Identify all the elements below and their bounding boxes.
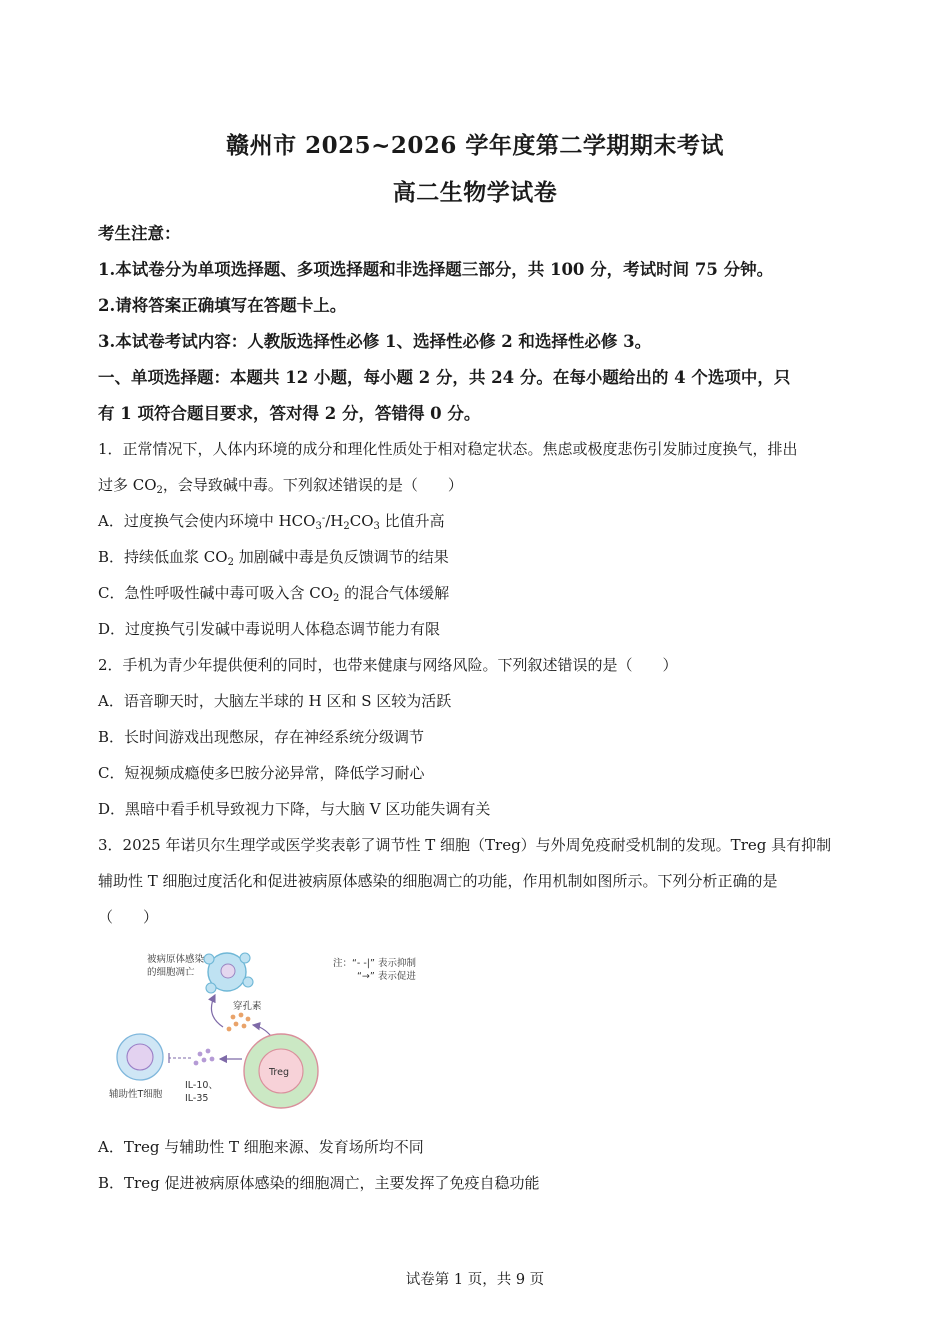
- notice-item-2: 2.请将答案正确填写在答题卡上。: [98, 296, 347, 315]
- treg-mechanism-figure: [105, 945, 465, 1115]
- q1-option-b: B．持续低血浆 $CO_2$ 加剧碱中毒是负反馈调节的结果: [98, 548, 449, 568]
- exam-title: 赣州市 2025~2026 学年度第二学期期末考试: [226, 132, 724, 159]
- perforin-dots-icon: [227, 1013, 251, 1032]
- q1-option-d: D．过度换气引发碱中毒说明人体稳态调节能力有限: [98, 620, 441, 638]
- infected-cell-label-1: 被病原体感染: [147, 954, 205, 965]
- section1-heading-line2: 有 1 项符合题目要求，答对得 2 分，答错得 0 分。: [98, 404, 481, 423]
- infected-cell-label-2: 的细胞凋亡: [147, 967, 195, 978]
- q3-stem-line1: 3．2025 年诺贝尔生理学或医学奖表彰了调节性 T 细胞（Treg）与外周免疫耐受机制的发现。Treg 具有抑制: [98, 836, 832, 854]
- q2-option-d: D．黑暗中看手机导致视力下降，与大脑 V 区功能失调有关: [98, 800, 491, 818]
- legend-note-inhibit: 注：“- -|” 表示抑制: [333, 958, 416, 969]
- q2-option-b: B．长时间游戏出现憋尿，存在神经系统分级调节: [98, 728, 425, 746]
- promote-arrow-icon: [211, 995, 223, 1027]
- q1-stem-line1: 1．正常情况下，人体内环境的成分和理化性质处于相对稳定状态。焦虑或极度悲伤引发肺过度换气，排出: [98, 440, 798, 458]
- perforin-label: 穿孔素: [233, 1001, 262, 1012]
- il-label-2: IL-35: [185, 1093, 209, 1104]
- q3-option-b: B．Treg 促进被病原体感染的细胞凋亡，主要发挥了免疫自稳功能: [98, 1174, 540, 1192]
- q1-option-a: A．过度换气会使内环境中 $HCO_3^-/H_2CO_3$ 比值升高: [98, 512, 445, 532]
- cytokine-dots-icon: [194, 1049, 215, 1066]
- infected-cell-icon: [204, 953, 253, 993]
- notice-item-3: 3.本试卷考试内容：人教版选择性必修 1、选择性必修 2 和选择性必修 3。: [98, 332, 652, 351]
- treg-label: Treg: [269, 1067, 289, 1078]
- q2-stem: 2．手机为青少年提供便利的同时，也带来健康与网络风险。下列叙述错误的是（ ）: [98, 656, 678, 674]
- helper-t-cell-icon: [117, 1034, 163, 1080]
- notice-heading: 考生注意：: [98, 224, 181, 243]
- page-footer: 试卷第 1 页，共 9 页: [405, 1272, 545, 1288]
- q1-option-c: C．急性呼吸性碱中毒可吸入含 $CO_2$ 的混合气体缓解: [98, 584, 450, 604]
- helper-t-cell-label: 辅助性T细胞: [109, 1089, 163, 1100]
- il-label-1: IL-10、: [185, 1080, 218, 1091]
- q3-stem-line2: 辅助性 T 细胞过度活化和促进被病原体感染的细胞凋亡的功能，作用机制如图所示。下列分析正确的是: [98, 872, 778, 890]
- q2-option-c: C．短视频成瘾使多巴胺分泌异常，降低学习耐心: [98, 764, 425, 782]
- exam-subtitle: 高二生物学试卷: [392, 179, 558, 206]
- q2-option-a: A．语音聊天时，大脑左半球的 H 区和 S 区较为活跃: [98, 692, 452, 710]
- q3-option-a: A．Treg 与辅助性 T 细胞来源、发育场所均不同: [98, 1138, 424, 1156]
- q3-stem-line3: （ ）: [98, 908, 159, 926]
- legend-note-promote: “→” 表示促进: [357, 971, 416, 982]
- q1-stem-line2: 过多 $CO_2$，会导致碱中毒。下列叙述错误的是（ ）: [98, 476, 463, 496]
- notice-item-1: 1.本试卷分为单项选择题、多项选择题和非选择题三部分，共 100 分，考试时间 75 分钟。: [98, 260, 774, 279]
- section1-heading-line1: 一、单项选择题：本题共 12 小题，每小题 2 分，共 24 分。在每小题给出的 4 个选项中，只: [98, 368, 791, 387]
